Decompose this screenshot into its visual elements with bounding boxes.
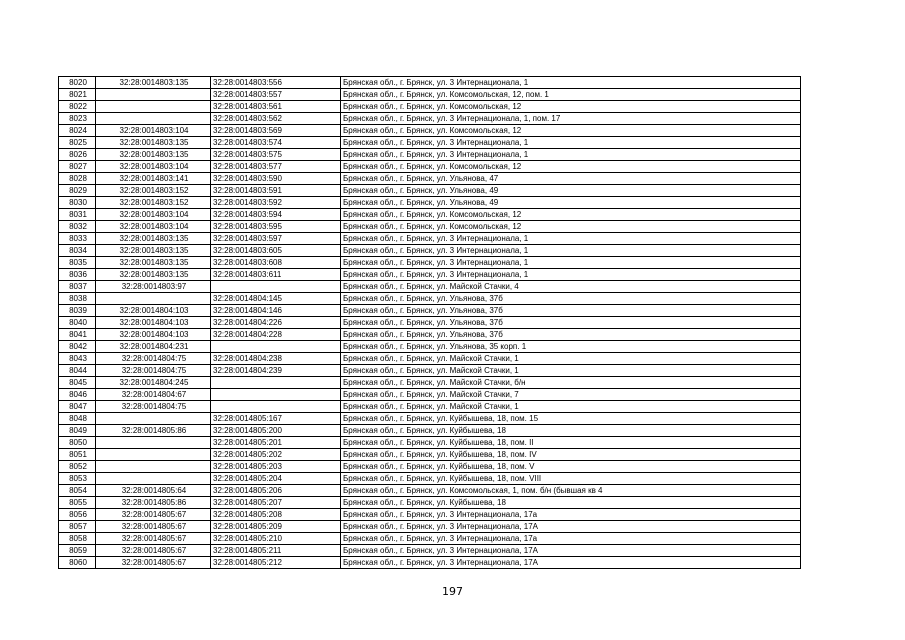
- address-cell: Брянская обл., г. Брянск, ул. Комсомольская, 12, пом. 1: [341, 89, 801, 101]
- row-number-cell: 8020: [59, 77, 96, 89]
- row-number-cell: 8058: [59, 533, 96, 545]
- table-row: [59, 245, 801, 257]
- address-cell: Брянская обл., г. Брянск, ул. Куйбышева, 18, пом. 15: [341, 413, 801, 425]
- table-row: [59, 533, 801, 545]
- land-cadastral-cell: 32:28:0014803:135: [96, 233, 211, 245]
- row-number-cell: 8029: [59, 185, 96, 197]
- object-cadastral-cell: 32:28:0014805:167: [211, 413, 341, 425]
- object-cadastral-cell: 32:28:0014805:210: [211, 533, 341, 545]
- row-number-cell: 8042: [59, 341, 96, 353]
- table-row: [59, 293, 801, 305]
- object-cadastral-cell: [211, 401, 341, 413]
- address-cell: Брянская обл., г. Брянск, ул. Комсомольская, 12: [341, 125, 801, 137]
- land-cadastral-cell: 32:28:0014803:152: [96, 185, 211, 197]
- address-cell: Брянская обл., г. Брянск, ул. 3 Интернационала, 1: [341, 149, 801, 161]
- object-cadastral-cell: 32:28:0014805:212: [211, 557, 341, 569]
- table-row: [59, 521, 801, 533]
- row-number-cell: 8026: [59, 149, 96, 161]
- land-cadastral-cell: [96, 437, 211, 449]
- table-row: [59, 341, 801, 353]
- row-number-cell: 8034: [59, 245, 96, 257]
- table-row: [59, 125, 801, 137]
- table-row: [59, 305, 801, 317]
- table-row: [59, 389, 801, 401]
- row-number-cell: 8045: [59, 377, 96, 389]
- table-row: [59, 281, 801, 293]
- row-number-cell: 8060: [59, 557, 96, 569]
- table-row: [59, 509, 801, 521]
- land-cadastral-cell: 32:28:0014804:75: [96, 365, 211, 377]
- table-row: [59, 161, 801, 173]
- land-cadastral-cell: [96, 89, 211, 101]
- object-cadastral-cell: 32:28:0014803:562: [211, 113, 341, 125]
- address-cell: Брянская обл., г. Брянск, ул. Ульянова, 37б: [341, 305, 801, 317]
- object-cadastral-cell: 32:28:0014803:577: [211, 161, 341, 173]
- land-cadastral-cell: [96, 473, 211, 485]
- row-number-cell: 8046: [59, 389, 96, 401]
- table-row: [59, 437, 801, 449]
- row-number-cell: 8039: [59, 305, 96, 317]
- row-number-cell: 8033: [59, 233, 96, 245]
- address-cell: Брянская обл., г. Брянск, ул. 3 Интернационала, 1: [341, 269, 801, 281]
- object-cadastral-cell: 32:28:0014803:592: [211, 197, 341, 209]
- table-row: [59, 197, 801, 209]
- object-cadastral-cell: 32:28:0014803:608: [211, 257, 341, 269]
- address-cell: Брянская обл., г. Брянск, ул. Комсомольская, 12: [341, 221, 801, 233]
- address-cell: Брянская обл., г. Брянск, ул. Ульянова, 37б: [341, 293, 801, 305]
- land-cadastral-cell: [96, 449, 211, 461]
- table-row: [59, 101, 801, 113]
- object-cadastral-cell: 32:28:0014803:574: [211, 137, 341, 149]
- land-cadastral-cell: 32:28:0014805:67: [96, 509, 211, 521]
- land-cadastral-cell: 32:28:0014804:231: [96, 341, 211, 353]
- address-cell: Брянская обл., г. Брянск, ул. Комсомольская, 12: [341, 101, 801, 113]
- object-cadastral-cell: [211, 389, 341, 401]
- object-cadastral-cell: 32:28:0014803:591: [211, 185, 341, 197]
- address-cell: Брянская обл., г. Брянск, ул. 3 Интернационала, 17а: [341, 509, 801, 521]
- row-number-cell: 8028: [59, 173, 96, 185]
- row-number-cell: 8024: [59, 125, 96, 137]
- land-cadastral-cell: 32:28:0014804:75: [96, 401, 211, 413]
- table-row: [59, 257, 801, 269]
- table-row: [59, 149, 801, 161]
- land-cadastral-cell: [96, 461, 211, 473]
- row-number-cell: 8055: [59, 497, 96, 509]
- row-number-cell: 8044: [59, 365, 96, 377]
- row-number-cell: 8053: [59, 473, 96, 485]
- land-cadastral-cell: 32:28:0014805:86: [96, 425, 211, 437]
- table-row: [59, 113, 801, 125]
- row-number-cell: 8049: [59, 425, 96, 437]
- row-number-cell: 8043: [59, 353, 96, 365]
- object-cadastral-cell: [211, 341, 341, 353]
- object-cadastral-cell: 32:28:0014805:201: [211, 437, 341, 449]
- table-row: [59, 497, 801, 509]
- row-number-cell: 8038: [59, 293, 96, 305]
- object-cadastral-cell: 32:28:0014805:211: [211, 545, 341, 557]
- property-register-table: [58, 76, 801, 569]
- object-cadastral-cell: 32:28:0014805:207: [211, 497, 341, 509]
- address-cell: Брянская обл., г. Брянск, ул. 3 Интернационала, 1, пом. 17: [341, 113, 801, 125]
- row-number-cell: 8041: [59, 329, 96, 341]
- table-row: [59, 461, 801, 473]
- object-cadastral-cell: 32:28:0014804:238: [211, 353, 341, 365]
- table-row: [59, 317, 801, 329]
- land-cadastral-cell: 32:28:0014804:103: [96, 317, 211, 329]
- object-cadastral-cell: 32:28:0014803:556: [211, 77, 341, 89]
- row-number-cell: 8054: [59, 485, 96, 497]
- row-number-cell: 8031: [59, 209, 96, 221]
- object-cadastral-cell: 32:28:0014805:202: [211, 449, 341, 461]
- address-cell: Брянская обл., г. Брянск, ул. Комсомольская, 1, пом. б/н (бывшая кв 4: [341, 485, 801, 497]
- object-cadastral-cell: [211, 281, 341, 293]
- address-cell: Брянская обл., г. Брянск, ул. Майской Стачки, 7: [341, 389, 801, 401]
- object-cadastral-cell: 32:28:0014803:557: [211, 89, 341, 101]
- table-row: [59, 473, 801, 485]
- table-row: [59, 557, 801, 569]
- land-cadastral-cell: 32:28:0014805:67: [96, 557, 211, 569]
- row-number-cell: 8027: [59, 161, 96, 173]
- row-number-cell: 8037: [59, 281, 96, 293]
- land-cadastral-cell: 32:28:0014804:67: [96, 389, 211, 401]
- object-cadastral-cell: [211, 377, 341, 389]
- object-cadastral-cell: 32:28:0014804:239: [211, 365, 341, 377]
- register-table-body: [59, 77, 801, 569]
- page-number: 197: [442, 585, 463, 598]
- object-cadastral-cell: 32:28:0014803:611: [211, 269, 341, 281]
- land-cadastral-cell: 32:28:0014804:245: [96, 377, 211, 389]
- land-cadastral-cell: 32:28:0014804:103: [96, 305, 211, 317]
- row-number-cell: 8050: [59, 437, 96, 449]
- address-cell: Брянская обл., г. Брянск, ул. Ульянова, 37б: [341, 317, 801, 329]
- address-cell: Брянская обл., г. Брянск, ул. Майской Стачки, 4: [341, 281, 801, 293]
- table-row: [59, 545, 801, 557]
- land-cadastral-cell: 32:28:0014804:103: [96, 329, 211, 341]
- address-cell: Брянская обл., г. Брянск, ул. 3 Интернационала, 1: [341, 77, 801, 89]
- table-row: [59, 485, 801, 497]
- address-cell: Брянская обл., г. Брянск, ул. Майской Стачки, 1: [341, 365, 801, 377]
- object-cadastral-cell: 32:28:0014803:594: [211, 209, 341, 221]
- table-row: [59, 89, 801, 101]
- row-number-cell: 8047: [59, 401, 96, 413]
- row-number-cell: 8059: [59, 545, 96, 557]
- address-cell: Брянская обл., г. Брянск, ул. 3 Интернационала, 1: [341, 233, 801, 245]
- object-cadastral-cell: 32:28:0014803:590: [211, 173, 341, 185]
- address-cell: Брянская обл., г. Брянск, ул. Куйбышева, 18, пом. IV: [341, 449, 801, 461]
- object-cadastral-cell: 32:28:0014805:208: [211, 509, 341, 521]
- address-cell: Брянская обл., г. Брянск, ул. Куйбышева, 18, пом. II: [341, 437, 801, 449]
- land-cadastral-cell: 32:28:0014803:135: [96, 77, 211, 89]
- land-cadastral-cell: 32:28:0014803:104: [96, 125, 211, 137]
- object-cadastral-cell: 32:28:0014804:146: [211, 305, 341, 317]
- address-cell: Брянская обл., г. Брянск, ул. Майской Стачки, 1: [341, 353, 801, 365]
- object-cadastral-cell: 32:28:0014805:204: [211, 473, 341, 485]
- land-cadastral-cell: 32:28:0014803:104: [96, 161, 211, 173]
- land-cadastral-cell: 32:28:0014805:67: [96, 545, 211, 557]
- address-cell: Брянская обл., г. Брянск, ул. Ульянова, 47: [341, 173, 801, 185]
- address-cell: Брянская обл., г. Брянск, ул. Майской Стачки, 1: [341, 401, 801, 413]
- address-cell: Брянская обл., г. Брянск, ул. Майской Стачки, б/н: [341, 377, 801, 389]
- row-number-cell: 8057: [59, 521, 96, 533]
- object-cadastral-cell: 32:28:0014803:597: [211, 233, 341, 245]
- object-cadastral-cell: 32:28:0014804:145: [211, 293, 341, 305]
- object-cadastral-cell: 32:28:0014803:569: [211, 125, 341, 137]
- row-number-cell: 8056: [59, 509, 96, 521]
- address-cell: Брянская обл., г. Брянск, ул. Ульянова, 37б: [341, 329, 801, 341]
- land-cadastral-cell: [96, 293, 211, 305]
- address-cell: Брянская обл., г. Брянск, ул. Куйбышева, 18: [341, 497, 801, 509]
- row-number-cell: 8048: [59, 413, 96, 425]
- land-cadastral-cell: 32:28:0014803:135: [96, 257, 211, 269]
- row-number-cell: 8032: [59, 221, 96, 233]
- address-cell: Брянская обл., г. Брянск, ул. 3 Интернационала, 17а: [341, 533, 801, 545]
- table-row: [59, 425, 801, 437]
- address-cell: Брянская обл., г. Брянск, ул. Комсомольская, 12: [341, 161, 801, 173]
- table-row: [59, 377, 801, 389]
- table-row: [59, 221, 801, 233]
- object-cadastral-cell: 32:28:0014804:226: [211, 317, 341, 329]
- address-cell: Брянская обл., г. Брянск, ул. 3 Интернационала, 1: [341, 137, 801, 149]
- land-cadastral-cell: 32:28:0014803:135: [96, 149, 211, 161]
- row-number-cell: 8052: [59, 461, 96, 473]
- land-cadastral-cell: 32:28:0014803:135: [96, 137, 211, 149]
- object-cadastral-cell: 32:28:0014805:206: [211, 485, 341, 497]
- land-cadastral-cell: 32:28:0014805:86: [96, 497, 211, 509]
- table-row: [59, 401, 801, 413]
- land-cadastral-cell: 32:28:0014805:64: [96, 485, 211, 497]
- land-cadastral-cell: 32:28:0014803:104: [96, 209, 211, 221]
- land-cadastral-cell: 32:28:0014803:135: [96, 245, 211, 257]
- land-cadastral-cell: 32:28:0014803:135: [96, 269, 211, 281]
- land-cadastral-cell: [96, 113, 211, 125]
- object-cadastral-cell: 32:28:0014805:203: [211, 461, 341, 473]
- address-cell: Брянская обл., г. Брянск, ул. Куйбышева, 18, пом. VIII: [341, 473, 801, 485]
- table-row: [59, 77, 801, 89]
- land-cadastral-cell: 32:28:0014803:152: [96, 197, 211, 209]
- address-cell: Брянская обл., г. Брянск, ул. Куйбышева, 18, пом. V: [341, 461, 801, 473]
- land-cadastral-cell: [96, 413, 211, 425]
- object-cadastral-cell: 32:28:0014803:575: [211, 149, 341, 161]
- land-cadastral-cell: 32:28:0014803:104: [96, 221, 211, 233]
- object-cadastral-cell: 32:28:0014805:200: [211, 425, 341, 437]
- address-cell: Брянская обл., г. Брянск, ул. 3 Интернационала, 17А: [341, 557, 801, 569]
- row-number-cell: 8051: [59, 449, 96, 461]
- row-number-cell: 8036: [59, 269, 96, 281]
- table-row: [59, 185, 801, 197]
- address-cell: Брянская обл., г. Брянск, ул. Ульянова, 49: [341, 185, 801, 197]
- land-cadastral-cell: 32:28:0014805:67: [96, 521, 211, 533]
- address-cell: Брянская обл., г. Брянск, ул. Куйбышева, 18: [341, 425, 801, 437]
- land-cadastral-cell: [96, 101, 211, 113]
- row-number-cell: 8035: [59, 257, 96, 269]
- table-row: [59, 329, 801, 341]
- object-cadastral-cell: 32:28:0014804:228: [211, 329, 341, 341]
- address-cell: Брянская обл., г. Брянск, ул. Ульянова, 35 корп. 1: [341, 341, 801, 353]
- address-cell: Брянская обл., г. Брянск, ул. Комсомольская, 12: [341, 209, 801, 221]
- address-cell: Брянская обл., г. Брянск, ул. 3 Интернационала, 17А: [341, 545, 801, 557]
- address-cell: Брянская обл., г. Брянск, ул. 3 Интернационала, 1: [341, 257, 801, 269]
- address-cell: Брянская обл., г. Брянск, ул. 3 Интернационала, 1: [341, 245, 801, 257]
- land-cadastral-cell: 32:28:0014803:97: [96, 281, 211, 293]
- object-cadastral-cell: 32:28:0014803:595: [211, 221, 341, 233]
- table-row: [59, 353, 801, 365]
- table-row: [59, 413, 801, 425]
- object-cadastral-cell: 32:28:0014803:561: [211, 101, 341, 113]
- row-number-cell: 8040: [59, 317, 96, 329]
- row-number-cell: 8023: [59, 113, 96, 125]
- object-cadastral-cell: 32:28:0014805:209: [211, 521, 341, 533]
- table-row: [59, 173, 801, 185]
- land-cadastral-cell: 32:28:0014805:67: [96, 533, 211, 545]
- land-cadastral-cell: 32:28:0014804:75: [96, 353, 211, 365]
- table-row: [59, 137, 801, 149]
- row-number-cell: 8021: [59, 89, 96, 101]
- address-cell: Брянская обл., г. Брянск, ул. 3 Интернационала, 17А: [341, 521, 801, 533]
- table-row: [59, 449, 801, 461]
- table-row: [59, 365, 801, 377]
- row-number-cell: 8022: [59, 101, 96, 113]
- table-row: [59, 209, 801, 221]
- row-number-cell: 8030: [59, 197, 96, 209]
- object-cadastral-cell: 32:28:0014803:605: [211, 245, 341, 257]
- table-row: [59, 233, 801, 245]
- table-row: [59, 269, 801, 281]
- land-cadastral-cell: 32:28:0014803:141: [96, 173, 211, 185]
- address-cell: Брянская обл., г. Брянск, ул. Ульянова, 49: [341, 197, 801, 209]
- row-number-cell: 8025: [59, 137, 96, 149]
